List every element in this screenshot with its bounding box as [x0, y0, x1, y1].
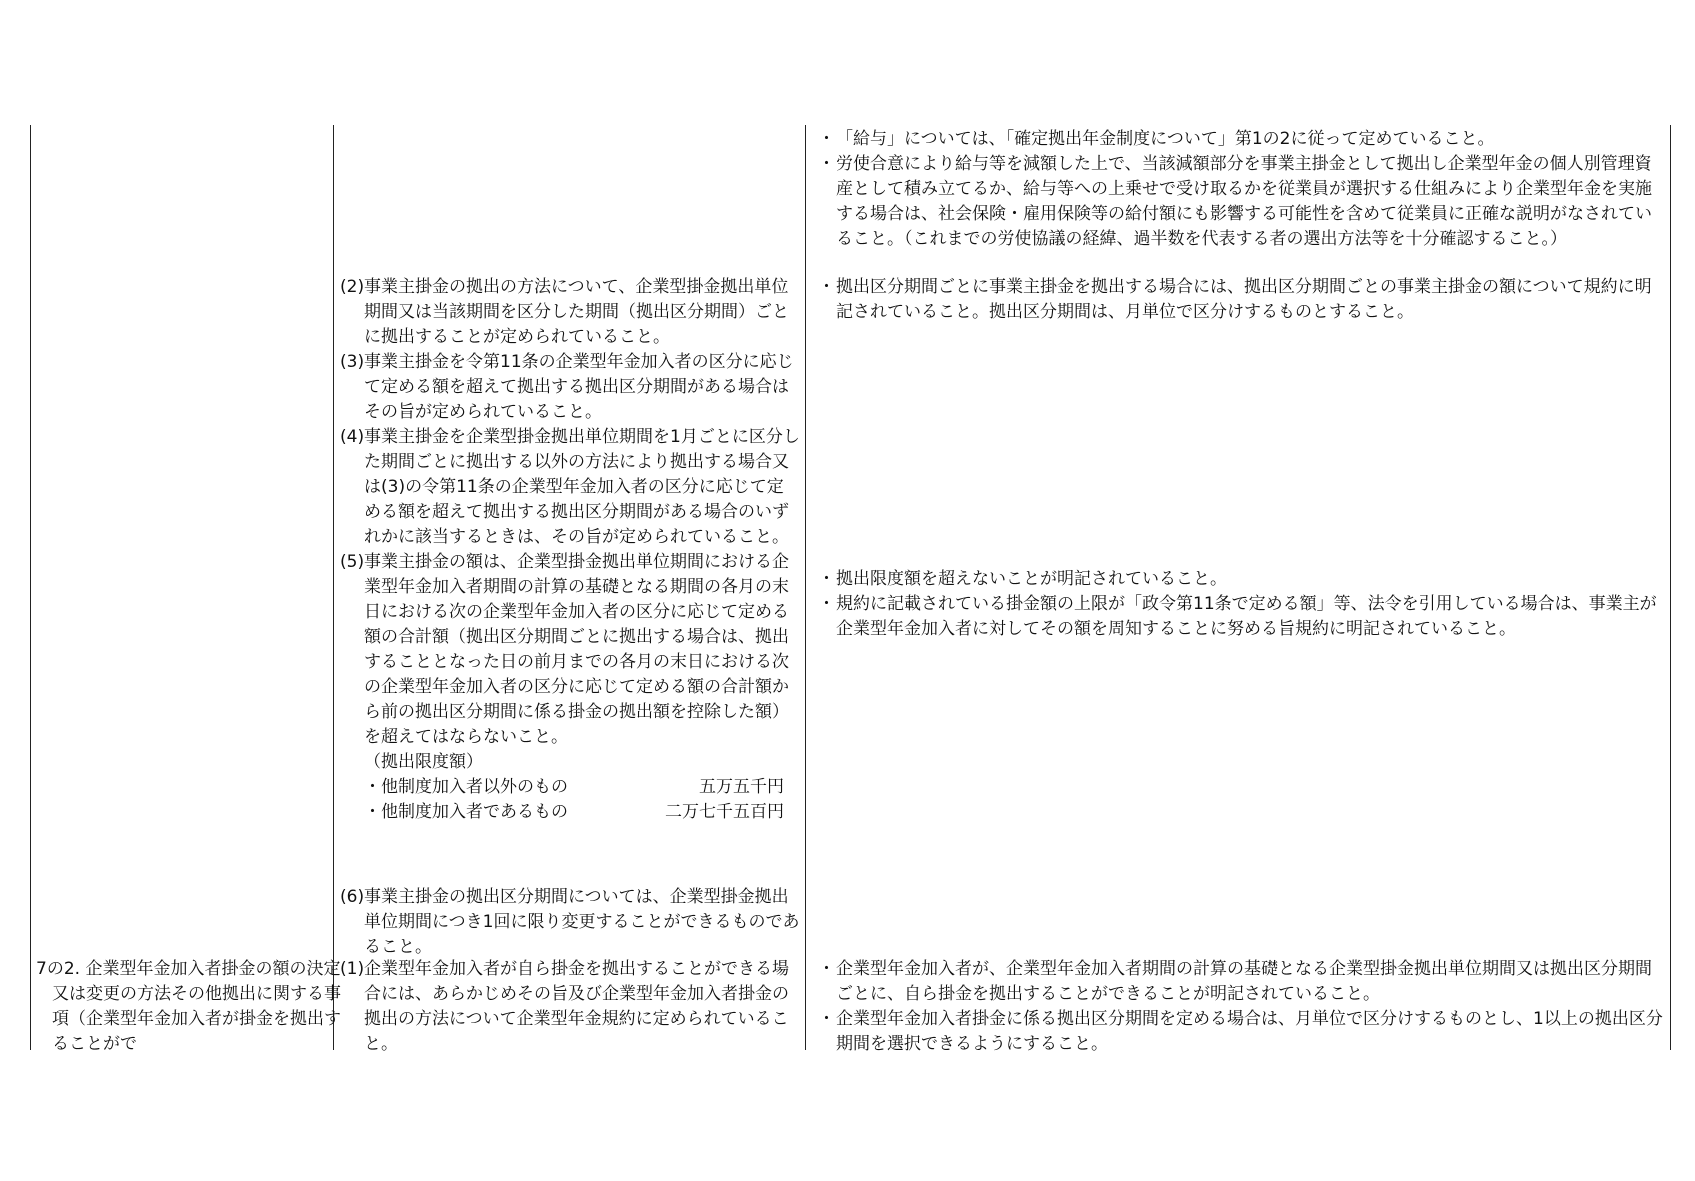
list-item: ・ 拠出限度額を超えないことが明記されていること。	[818, 569, 1227, 589]
limit-block	[340, 750, 800, 825]
list-item: ・ 規約に記載されている掛金額の上限が「政令第11条で定める額」等、法令を引用している場合は、事業主が企業型年金加入者に対してその額を周知することに努める旨規約に明記されていること。	[818, 594, 1657, 639]
col2-items	[340, 275, 800, 825]
col3-mid-notes	[818, 567, 1668, 642]
table-border-col2	[805, 125, 806, 1050]
list-item: ・ 拠出区分期間ごとに事業主掛金を拠出する場合には、拠出区分期間ごとの事業主掛金の額について規約に明記されていること。拠出区分期間は、月単位で区分けするものとすること。	[818, 277, 1652, 322]
col3-top-notes	[818, 127, 1668, 252]
list-item: ・ 企業型年金加入者が、企業型年金加入者期間の計算の基礎となる企業型掛金拠出単位期間又は拠出区分期間ごとに、自ら掛金を拠出することができることが明記されていること。	[818, 959, 1652, 1004]
limit-row: ・他制度加入者以外のもの 五万五千円	[364, 777, 784, 797]
limit-title: （拠出限度額）	[364, 752, 483, 772]
list-item: (4) 事業主掛金を企業型掛金拠出単位期間を1月ごとに区分した期間ごとに拠出する以外の方法により拠出する場合又は(3)の令第11条の企業型年金加入者の区分に応じて定める額を超えて拠出する拠出区分期間がある場合のいずれかに該当するときは、その旨が定められていること。	[340, 427, 800, 547]
col2-item71	[340, 957, 800, 1057]
col3-bottom-notes	[818, 957, 1668, 1057]
col2-item6	[340, 885, 800, 960]
list-item: (5) 事業主掛金の額は、企業型掛金拠出単位期間における企業型年金加入者期間の計算の基礎となる期間の各月の末日における次の企業型年金加入者の区分に応じて定める額の合計額（拠出区分期間ごとに拠出する場合は、拠出することとなった日の前月までの各月の末日における次の企業型年金加入者の区分に応じて定める額の合計額から前の拠出区分期間に係る掛金の拠出額を控除した額）を超えてはならないこと。	[340, 552, 789, 747]
limit-row: ・他制度加入者であるもの 二万七千五百円	[364, 802, 784, 822]
list-item: ・ 企業型年金加入者掛金に係る拠出区分期間を定める場合は、月単位で区分けするものとし、1以上の拠出区分期間を選択できるようにすること。	[818, 1009, 1663, 1054]
table-border-right	[1670, 125, 1671, 1050]
table-border-left	[30, 125, 31, 1050]
table-border-col1	[333, 125, 334, 1050]
col3-collection-note	[818, 275, 1668, 325]
section-heading: 7の2. 企業型年金加入者掛金の額の決定又は変更の方法その他拠出に関する事項（企業型年金加入者が掛金を拠出することがで	[36, 959, 341, 1054]
list-item: ・ 労使合意により給与等を減額した上で、当該減額部分を事業主掛金として拠出し企業型年金の個人別管理資産として積み立てるか、給与等への上乗せで受け取るかを従業員が選択する仕組みにより企業型年金を実施する場合は、社会保険・雇用保険等の給付額にも影響する可能性を含めて従業員に正確な説明がなされていること。（これまでの労使協議の経緯、過半数を代表する者の選出方法等を十分確認すること。）	[818, 154, 1652, 249]
list-item: ・ 「給与」については、「確定拠出年金制度について」第1の2に従って定めていること。	[818, 129, 1495, 149]
list-item: (1) 企業型年金加入者が自ら掛金を拠出することができる場合には、あらかじめその旨及び企業型年金加入者掛金の拠出の方法について企業型年金規約に定められていること。	[340, 959, 789, 1054]
list-item: (3) 事業主掛金を令第11条の企業型年金加入者の区分に応じて定める額を超えて拠出する拠出区分期間がある場合はその旨が定められていること。	[340, 352, 794, 422]
list-item: (2) 事業主掛金の拠出の方法について、企業型掛金拠出単位期間又は当該期間を区分した期間（拠出区分期間）ごとに拠出することが定められていること。	[340, 277, 789, 347]
list-item: (6) 事業主掛金の拠出区分期間については、企業型掛金拠出単位期間につき1回に限り変更することができるものであること。	[340, 887, 800, 957]
